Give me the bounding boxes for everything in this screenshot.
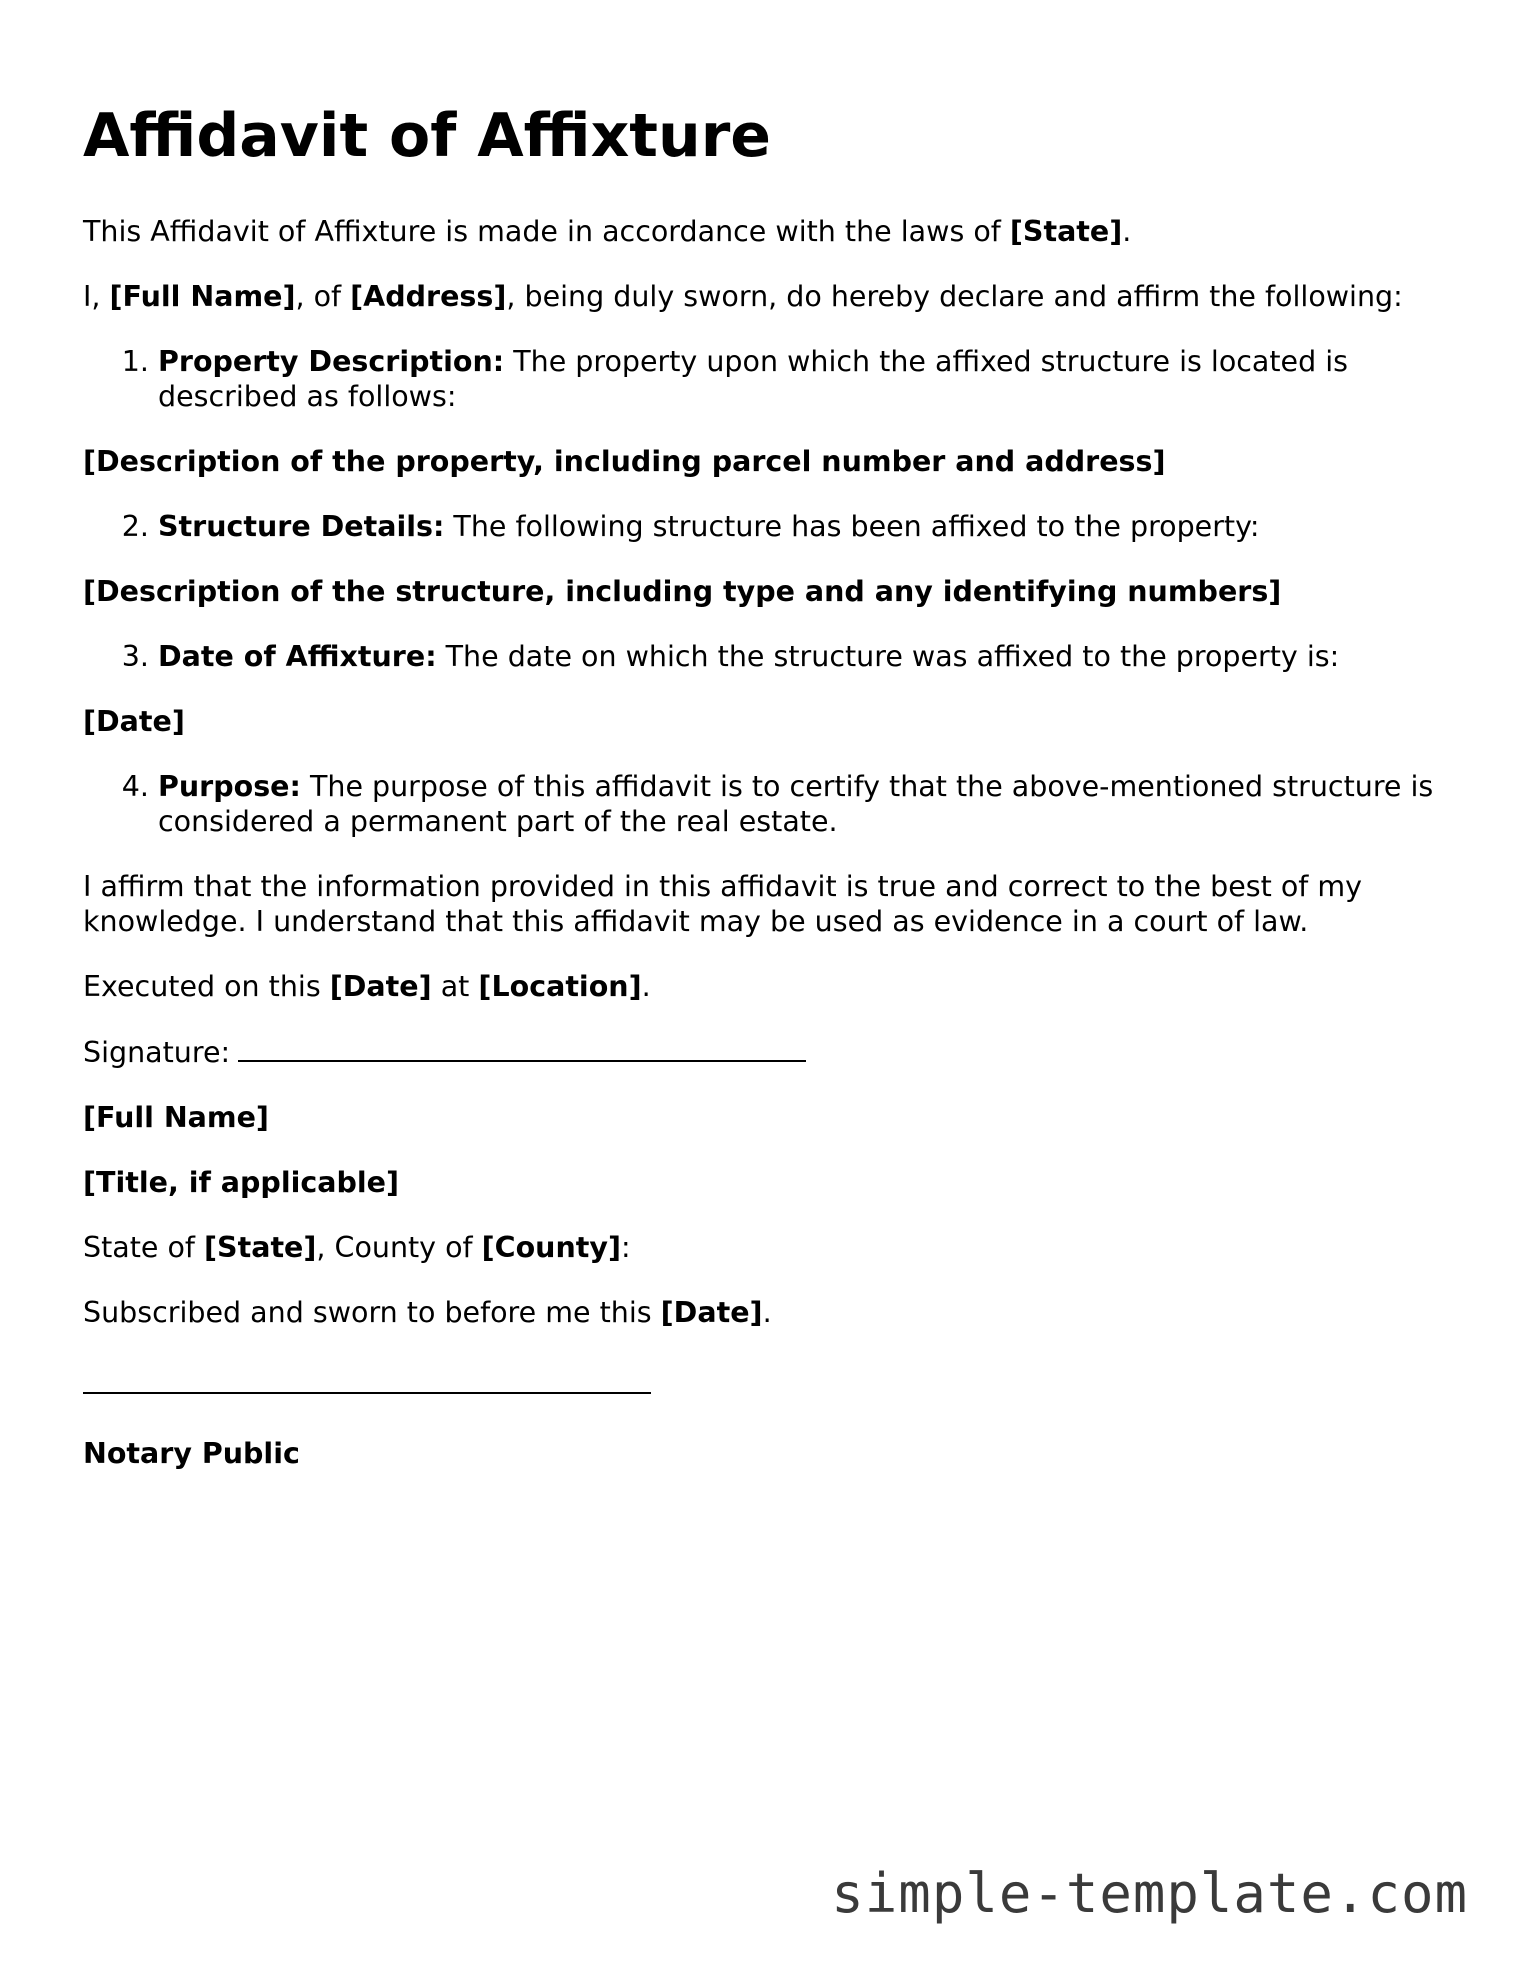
executed-end: . xyxy=(641,970,651,1003)
item-heading: Purpose: xyxy=(158,770,301,803)
numbered-item-1 xyxy=(83,344,1443,414)
notary-label: Notary Public xyxy=(83,1437,300,1470)
item-text: The date on which the structure was affixed to the property is: xyxy=(436,640,1340,673)
state-placeholder: [State] xyxy=(1009,215,1123,248)
numbered-item-2 xyxy=(83,509,1443,544)
signature-label: Signature: xyxy=(83,1036,231,1069)
affirmation-paragraph: I affirm that the information provided in this affidavit is true and correct to the best of my knowledge. I understand that this affidavit may be used as evidence in a court of law. xyxy=(83,870,1362,938)
list-item xyxy=(158,769,1443,839)
signature-row xyxy=(83,1034,1443,1070)
structure-description-placeholder: [Description of the structure, including type and any identifying numbers] xyxy=(83,575,1282,608)
sworn-date-placeholder: [Date] xyxy=(660,1296,763,1329)
signature-line[interactable] xyxy=(238,1034,806,1062)
declaration-suffix: , being duly sworn, do hereby declare and affirm the following: xyxy=(506,280,1403,313)
venue-prefix: State of xyxy=(83,1231,205,1264)
declaration-mid: , of xyxy=(295,280,351,313)
venue-paragraph xyxy=(83,1230,1443,1265)
item-text: The purpose of this affidavit is to certify that the above-mentioned structure is considered a permanent part of the real estate. xyxy=(158,770,1434,838)
county-placeholder: [County] xyxy=(481,1231,621,1264)
location-placeholder: [Location] xyxy=(478,970,642,1003)
executed-paragraph xyxy=(83,969,1443,1004)
venue-state-placeholder: [State] xyxy=(204,1231,317,1264)
item-text: The property upon which the affixed structure is located is described as follows: xyxy=(158,345,1349,413)
list-item xyxy=(158,639,1443,674)
item-heading: Property Description: xyxy=(158,345,505,378)
item-text: The following structure has been affixed to the property: xyxy=(444,510,1260,543)
signer-name-placeholder: [Full Name] xyxy=(83,1101,269,1134)
document-page xyxy=(83,100,1443,1501)
sworn-paragraph xyxy=(83,1295,1443,1330)
executed-date-placeholder: [Date] xyxy=(329,970,432,1003)
signer-title-placeholder: [Title, if applicable] xyxy=(83,1166,400,1199)
affixture-date-placeholder: [Date] xyxy=(83,705,185,738)
page-title: Affidavit of Affixture xyxy=(83,101,771,171)
numbered-item-3 xyxy=(83,639,1443,674)
sworn-end: . xyxy=(762,1296,772,1329)
venue-end: : xyxy=(620,1231,631,1264)
declaration-paragraph xyxy=(83,279,1443,314)
declaration-prefix: I, xyxy=(83,280,110,313)
notary-signature-line[interactable] xyxy=(83,1392,651,1394)
address-placeholder: [Address] xyxy=(350,280,507,313)
list-item xyxy=(158,344,1443,414)
full-name-placeholder: [Full Name] xyxy=(109,280,296,313)
intro-text: This Affidavit of Affixture is made in accordance with the laws of xyxy=(83,215,1010,248)
item-heading: Date of Affixture: xyxy=(158,640,437,673)
executed-prefix: Executed on this xyxy=(83,970,330,1003)
property-description-placeholder: [Description of the property, including parcel number and address] xyxy=(83,445,1166,478)
footer-watermark: simple-template.com xyxy=(831,1862,1468,1925)
item-heading: Structure Details: xyxy=(158,510,445,543)
sworn-prefix: Subscribed and sworn to before me this xyxy=(83,1296,661,1329)
numbered-item-4 xyxy=(83,769,1443,839)
venue-mid: , County of xyxy=(316,1231,482,1264)
executed-mid: at xyxy=(431,970,479,1003)
intro-end: . xyxy=(1122,215,1132,248)
intro-paragraph xyxy=(83,214,1443,249)
list-item xyxy=(158,509,1443,544)
